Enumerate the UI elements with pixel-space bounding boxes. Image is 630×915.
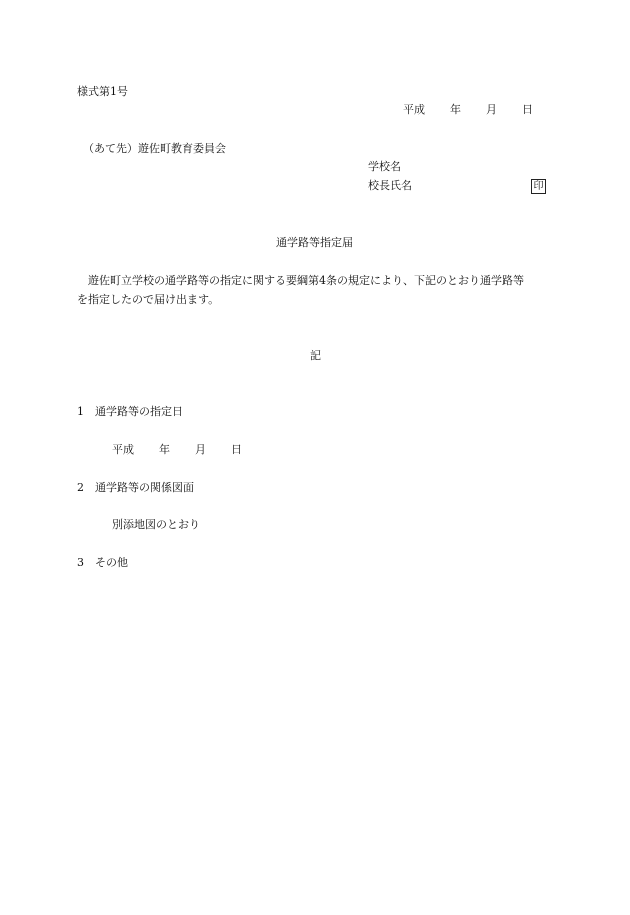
item-number: 2 <box>77 481 84 494</box>
date-era: 平成 <box>403 103 425 116</box>
item-date-month-label: 月 <box>195 443 206 456</box>
item-heading: 通学路等の関係図面 <box>95 481 194 494</box>
school-name-label: 学校名 <box>368 160 401 173</box>
date-day-label: 日 <box>522 103 533 116</box>
principal-name-label: 校長氏名 <box>368 179 412 192</box>
ki-marker: 記 <box>310 349 321 362</box>
body-line-2: を指定したので届け出ます。 <box>77 293 220 306</box>
item-number: 1 <box>77 405 84 418</box>
item-date-year-label: 年 <box>159 443 170 456</box>
body-line-1: 遊佐町立学校の通学路等の指定に関する要綱第4条の規定により、下記のとおり通学路等 <box>88 274 524 287</box>
item-date-day-label: 日 <box>231 443 242 456</box>
form-number: 様式第1号 <box>77 85 128 98</box>
date-month-label: 月 <box>486 103 497 116</box>
item-date-era: 平成 <box>112 443 134 456</box>
item-number: 3 <box>77 556 84 569</box>
date-year-label: 年 <box>450 103 461 116</box>
item-heading: 通学路等の指定日 <box>95 405 183 418</box>
seal-mark: 印 <box>531 179 546 194</box>
addressee: （あて先）遊佐町教育委員会 <box>83 142 226 155</box>
item-heading: その他 <box>95 556 128 569</box>
item-detail: 別添地図のとおり <box>112 518 200 531</box>
document-title: 通学路等指定届 <box>276 236 353 249</box>
